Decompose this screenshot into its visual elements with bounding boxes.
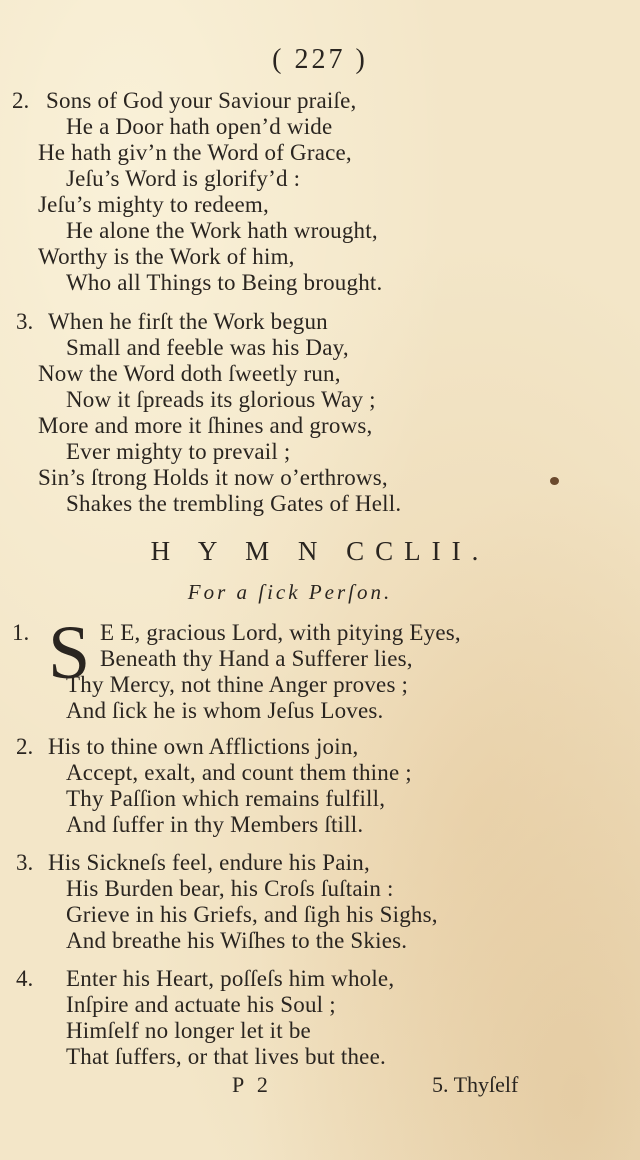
drop-cap: S [48,611,91,695]
verse-line: Shakes the trembling Gates of Hell. [66,491,402,516]
hymn-subtitle: For a ſick Perſon. [187,580,393,604]
verse-line: Enter his Heart, poſſeſs him whole, [66,966,395,991]
verse-line: Ever mighty to prevail ; [66,439,291,464]
stanza-number: 2. [12,88,30,113]
signature-mark: P 2 [232,1072,272,1097]
verse-line: His to thine own Afflictions join, [48,734,359,759]
verse-line: Himſelf no longer let it be [66,1018,311,1043]
ink-spot [550,477,559,485]
verse-line: Beneath thy Hand a Sufferer lies, [100,646,413,671]
stanza-number: 1. [12,620,30,645]
verse-line: He alone the Work hath wrought, [66,218,378,243]
verse-line: And ſick he is whom Jeſus Loves. [66,698,384,723]
verse-line: His Burden bear, his Croſs ſuſtain : [66,876,394,901]
verse-line: Now the Word doth ſweetly run, [38,361,341,386]
verse-line: Thy Mercy, not thine Anger proves ; [66,672,409,697]
verse-line: Accept, exalt, and count them thine ; [66,760,412,785]
verse-line: He hath giv’n the Word of Grace, [38,140,352,165]
verse-line: And breathe his Wiſhes to the Skies. [66,928,408,953]
stanza-number: 3. [16,309,34,334]
verse-line: Now it ſpreads its glorious Way ; [66,387,376,412]
verse-line: His Sickneſs feel, endure his Pain, [48,850,370,875]
verse-line: Grieve in his Griefs, and ſigh his Sighs, [66,902,438,927]
verse-line: And ſuffer in thy Members ſtill. [66,812,364,837]
verse-line: Worthy is the Work of him, [38,244,295,269]
page-number-header: ( 227 ) [272,44,368,75]
stanza-number: 2. [16,734,34,759]
stanza-number: 3. [16,850,34,875]
verse-line: Inſpire and actuate his Soul ; [66,992,336,1017]
verse-line: Thy Paſſion which remains fulfill, [66,786,386,811]
verse-line: E E, gracious Lord, with pitying Eyes, [100,620,461,645]
catchword: 5. Thyſelf [432,1072,519,1097]
verse-line: Small and feeble was his Day, [66,335,349,360]
verse-line: Jeſu’s Word is glorify’d : [66,166,301,191]
verse-line: Who all Things to Being brought. [66,270,383,295]
hymn-title: H Y M N CCLII. [150,536,490,566]
verse-line: More and more it ſhines and grows, [38,413,373,438]
verse-line: He a Door hath open’d wide [66,114,333,139]
verse-line: Sin’s ſtrong Holds it now o’erthrows, [38,465,388,490]
verse-line: Jeſu’s mighty to redeem, [38,192,269,217]
stanza-number: 4. [16,966,34,991]
verse-line: Sons of God your Saviour praiſe, [46,88,357,113]
verse-line: That ſuffers, or that lives but thee. [66,1044,386,1069]
verse-line: When he firſt the Work begun [48,309,328,334]
